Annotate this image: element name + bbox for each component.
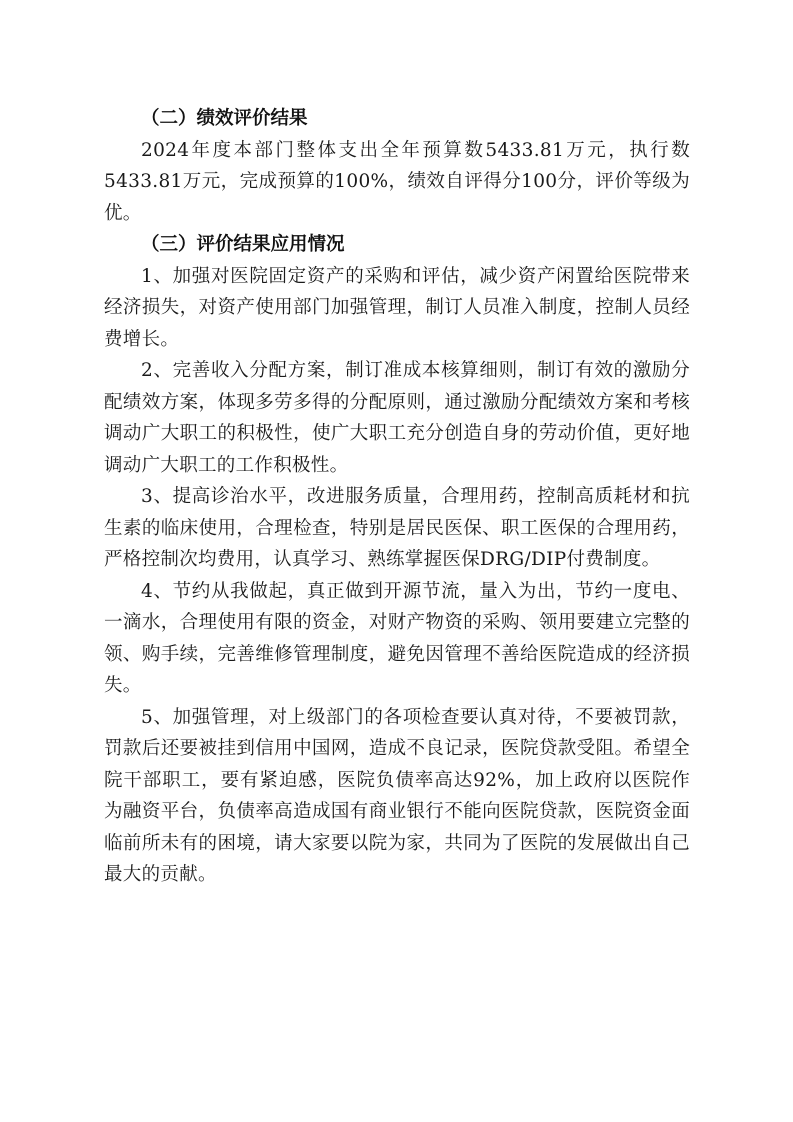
- application-paragraph-3: 3、提高诊治水平，改进服务质量，合理用药，控制高质耗材和抗生素的临床使用，合理检查，特别是居民医保、职工医保的合理用药，严格控制次均费用，认真学习、熟练掌握医保DRG/DIP付费制度。: [104, 486, 690, 570]
- performance-result-paragraph: 2024年度本部门整体支出全年预算数5433.81万元，执行数5433.81万元，完成预算的100%，绩效自评得分100分，评价等级为优。: [104, 139, 690, 224]
- application-paragraph-4: 4、节约从我做起，真正做到开源节流，量入为出，节约一度电、一滴水，合理使用有限的资金，对财产物资的采购、领用要建立完整的领、购手续，完善维修管理制度，避免因管理不善给医院造成的经济损失。: [104, 580, 690, 696]
- application-paragraph-5: 5、加强管理，对上级部门的各项检查要认真对待，不要被罚款，罚款后还要被挂到信用中国网，造成不良记录，医院贷款受阻。希望全院干部职工，要有紧迫感，医院负债率高达92%，加上政府以医院作为融资平台，负债率高造成国有商业银行不能向医院贷款，医院资金面临前所未有的困境，请大家要以院为家，共同为了医院的发展做出自己最大的贡献。: [104, 706, 690, 885]
- section-heading-performance-result: （二）绩效评价结果: [141, 108, 308, 129]
- section-heading-result-application: （三）评价结果应用情况: [141, 234, 345, 255]
- application-paragraph-1: 1、加强对医院固定资产的采购和评估，减少资产闲置给医院带来经济损失，对资产使用部门加强管理，制订人员准入制度，控制人员经费增长。: [104, 265, 690, 350]
- application-paragraph-2: 2、完善收入分配方案，制订准成本核算细则，制订有效的激励分配绩效方案，体现多劳多得的分配原则，通过激励分配绩效方案和考核调动广大职工的积极性，使广大职工充分创造自身的劳动价值，更好地调动广大职工的工作积极性。: [104, 360, 690, 476]
- document-body: [104, 103, 690, 891]
